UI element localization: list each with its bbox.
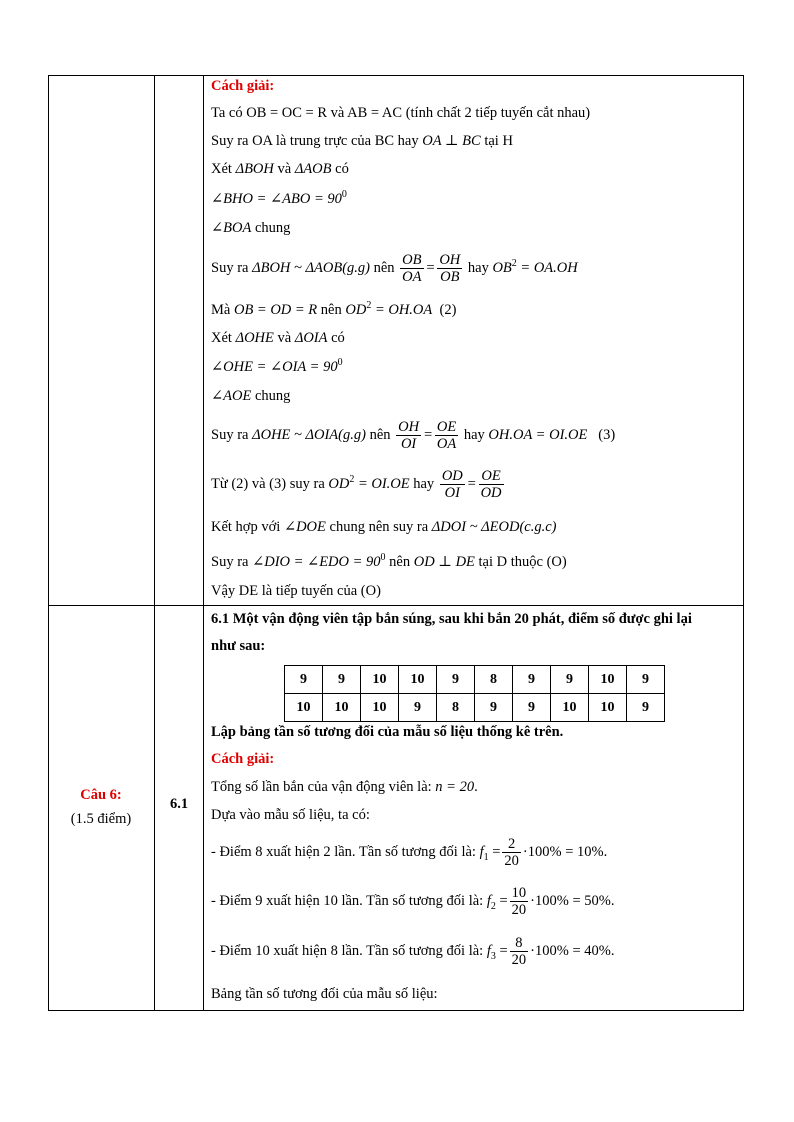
- problem-line-2: như sau:: [211, 638, 266, 654]
- line-7: Mà OB = OD = R nên $OD^2 = OH.OA$ (2): [211, 300, 457, 318]
- table-row: [285, 694, 665, 722]
- fraction: $\frac{OH}{OB}$: [439, 252, 461, 286]
- line-9: ∠OHE = ∠OIA = $90^0$: [211, 357, 343, 375]
- question-label-cell: [48, 783, 154, 831]
- step-5: - Điểm 10 xuất hiện 8 lần. Tần số tương đối là: $f_3$ = $\frac{8}{20}$ ·100% = 40%.: [211, 935, 615, 969]
- table-cell: 10: [551, 694, 589, 722]
- fraction: $\frac{OD}{OI}$: [441, 468, 463, 502]
- line-3: Xét ΔBOH và ΔAOB có: [211, 161, 349, 177]
- table-cell: 10: [323, 694, 361, 722]
- line-1: Ta có OB = OC = R và AB = AC (tính chất 2 tiếp tuyến cắt nhau): [211, 105, 591, 121]
- line-11: Suy ra ΔOHE ~ ΔOIA(g.g) nên $\frac{OH}{OI}$ = $\frac{OE}{OA}$ hay OH.OA = OI.OE (3): [211, 419, 616, 453]
- fraction: $\frac{OE}{OA}$: [436, 419, 457, 453]
- solution-title-6: Cách giải:: [211, 751, 275, 767]
- fraction: $\frac{10}{20}$: [511, 885, 527, 919]
- row-divider: [48, 605, 744, 606]
- step-3: - Điểm 8 xuất hiện 2 lần. Tần số tương đối là: $f_1$ = $\frac{2}{20}$ ·100% = 10%.: [211, 836, 608, 870]
- line-6: Suy ra ΔBOH ~ ΔAOB(g.g) nên $\frac{OB}{OA}$ = $\frac{OH}{OB}$ hay $OB^2 = OA.OH$: [211, 252, 578, 286]
- table-cell: 9: [285, 666, 323, 694]
- table-cell: 9: [513, 694, 551, 722]
- table-cell: 10: [285, 694, 323, 722]
- table-row: [285, 666, 665, 694]
- table-cell: 10: [589, 694, 627, 722]
- table-cell: 9: [399, 694, 437, 722]
- table-cell: 9: [627, 694, 665, 722]
- solution-title: Cách giải:: [211, 78, 275, 94]
- table-cell: 10: [399, 666, 437, 694]
- line-8: Xét ΔOHE và ΔOIA có: [211, 330, 345, 346]
- fraction: $\frac{2}{20}$: [504, 836, 519, 870]
- table-cell: 10: [589, 666, 627, 694]
- table-cell: 9: [437, 666, 475, 694]
- fraction: $\frac{OE}{OD}$: [480, 468, 502, 502]
- score-data-table: [284, 665, 665, 722]
- line-10: ∠AOE chung: [211, 388, 291, 404]
- fraction: $\frac{OH}{OI}$: [398, 419, 420, 453]
- answer-table: [48, 75, 744, 1011]
- column-divider-1: [154, 75, 155, 1011]
- step-1: Tổng số lần bắn của vận động viên là: n = 20.: [211, 779, 478, 795]
- question-points: (1.5 điểm): [70, 811, 132, 827]
- table-cell: 10: [361, 694, 399, 722]
- line-5: ∠BOA chung: [211, 220, 291, 236]
- fraction: $\frac{8}{20}$: [511, 935, 527, 969]
- table-cell: 8: [437, 694, 475, 722]
- line-4: ∠BHO = ∠ABO = $90^0$: [211, 189, 347, 207]
- problem-line-1: 6.1 Một vận động viên tập bắn súng, sau khi bắn 20 phát, điểm số được ghi lại: [211, 611, 692, 627]
- table-cell: 9: [551, 666, 589, 694]
- line-2: Suy ra OA là trung trực của BC hay OA ⊥ BC tại H: [211, 133, 513, 149]
- step-2: Dựa vào mẫu số liệu, ta có:: [211, 807, 370, 823]
- question-label: Câu 6:: [80, 787, 122, 803]
- task-text: Lập bảng tần số tương đối của mẫu số liệu thống kê trên.: [211, 724, 564, 740]
- table-cell: 9: [475, 694, 513, 722]
- table-cell: 8: [475, 666, 513, 694]
- fraction: $\frac{OB}{OA}$: [402, 252, 422, 286]
- line-14: Suy ra ∠DIO = ∠EDO = $90^0$ nên OD ⊥ DE tại D thuộc (O): [211, 552, 567, 570]
- table-cell: 9: [323, 666, 361, 694]
- step-6: Bảng tần số tương đối của mẫu số liệu:: [211, 986, 438, 1002]
- line-12: Từ (2) và (3) suy ra $OD^2 = OI.OE$ hay $\frac{OD}{OI}$ = $\frac{OE}{OD}$: [211, 468, 502, 502]
- line-15: Vậy DE là tiếp tuyến của (O): [211, 583, 381, 599]
- line-13: Kết hợp với ∠DOE chung nên suy ra ΔDOI ~ ΔEOD(c.g.c): [211, 519, 557, 535]
- subquestion-label: 6.1: [169, 796, 189, 812]
- table-cell: 9: [513, 666, 551, 694]
- table-cell: 10: [361, 666, 399, 694]
- step-4: - Điểm 9 xuất hiện 10 lần. Tần số tương đối là: $f_2$ = $\frac{10}{20}$ ·100% = 50%.: [211, 885, 615, 919]
- table-cell: 9: [627, 666, 665, 694]
- column-divider-2: [203, 75, 204, 1011]
